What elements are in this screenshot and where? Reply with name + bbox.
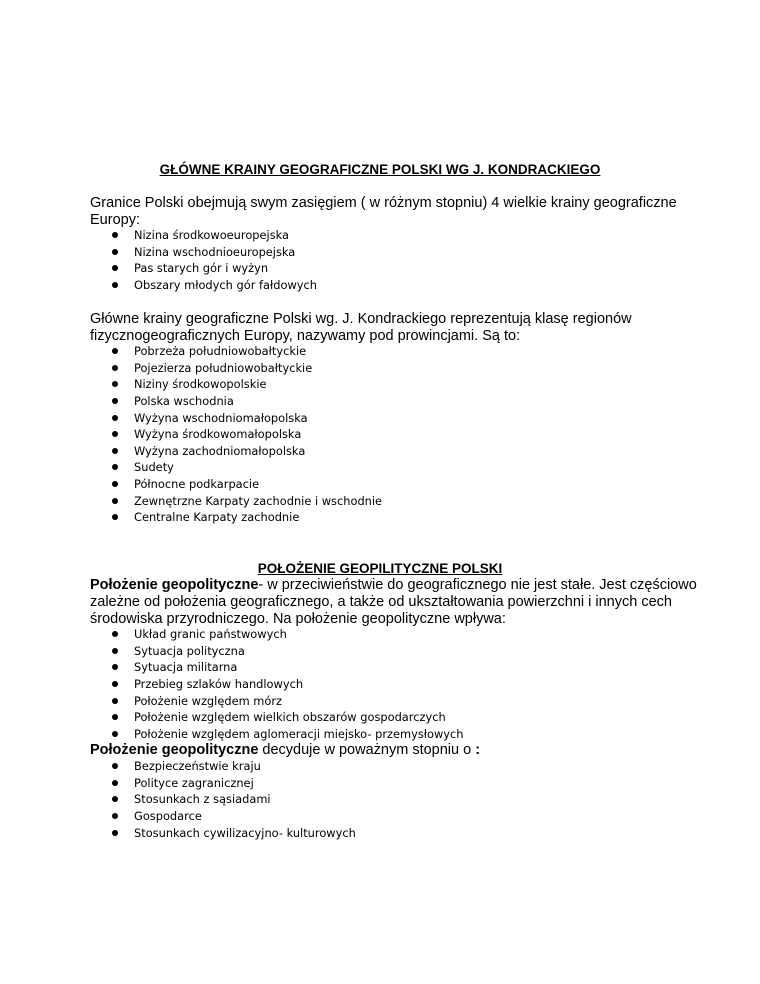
bullet-icon — [112, 631, 118, 637]
list-item-label: Polityce zagranicznej — [134, 775, 254, 790]
bullet-icon — [112, 648, 118, 654]
list-item — [112, 244, 317, 261]
list-item — [112, 277, 317, 294]
list-item — [112, 343, 382, 360]
list-item-label: Stosunkach cywilizacyjno- kulturowych — [134, 825, 356, 840]
intro-paragraph — [90, 195, 680, 229]
list-item — [112, 459, 382, 476]
list-item — [112, 758, 356, 775]
list-item — [112, 676, 464, 693]
list-item-label: Zewnętrzne Karpaty zachodnie i wschodnie — [134, 493, 383, 508]
list-item — [112, 643, 464, 660]
decides-colon: : — [475, 742, 481, 758]
list-item — [112, 775, 356, 792]
list-item — [112, 808, 356, 825]
list-item-label: Obszary młodych gór fałdowych — [134, 278, 317, 293]
decides-paragraph — [90, 742, 680, 759]
bullet-icon — [112, 714, 118, 720]
bullet-icon — [112, 431, 118, 437]
list-item — [112, 824, 356, 841]
list-item-label: Sudety — [134, 460, 174, 475]
bullet-icon — [112, 464, 118, 470]
list-item — [112, 260, 317, 277]
list-item-label: Nizina wschodnioeuropejska — [134, 244, 296, 259]
bullet-icon — [112, 365, 118, 371]
decides-line — [90, 742, 680, 759]
bullet-icon — [112, 348, 118, 354]
bullet-icon — [112, 698, 118, 704]
bullet-icon — [112, 448, 118, 454]
intro-line: Granice Polski obejmują swym zasięgiem ( w różnym stopniu) 4 wielkie krainy geograficzne — [90, 195, 677, 211]
regions-list — [112, 227, 317, 293]
definition-line: zależne od położenia geograficznego, a także od ukształtowania powierzchni i innych cech — [90, 594, 672, 610]
list-item-label: Centralne Karpaty zachodnie — [134, 510, 300, 525]
list-item — [112, 426, 382, 443]
bullet-icon — [112, 381, 118, 387]
outcomes-list — [112, 758, 356, 841]
decides-term: Położenie geopolityczne — [90, 742, 259, 758]
list-item — [112, 692, 464, 709]
list-item — [112, 626, 464, 643]
list-item-label: Położenie względem wielkich obszarów gospodarczych — [134, 710, 446, 725]
bullet-icon — [112, 780, 118, 786]
provinces-list — [112, 343, 382, 526]
list-item-label: Pas starych gór i wyżyn — [134, 261, 269, 276]
provinces-intro-line: Główne krainy geograficzne Polski wg. J. Kondrackiego reprezentują klasę regionów — [90, 311, 632, 327]
bullet-icon — [112, 265, 118, 271]
list-item-label: Niziny środkowopolskie — [134, 377, 267, 392]
factors-list — [112, 626, 464, 742]
definition-text: - w przeciwieństwie do geograficznego nie jest stałe. Jest częściowo — [258, 577, 697, 593]
list-item — [112, 726, 464, 743]
list-item-label: Stosunkach z sąsiadami — [134, 792, 271, 807]
definition-term: Położenie geopolityczne — [90, 577, 259, 593]
bullet-icon — [112, 763, 118, 769]
geopolitics-definition-paragraph — [90, 577, 697, 628]
bullet-icon — [112, 514, 118, 520]
list-item — [112, 393, 382, 410]
list-item — [112, 492, 382, 509]
list-item-label: Położenie względem mórz — [134, 693, 283, 708]
list-item-label: Gospodarce — [134, 809, 202, 824]
decides-text: decyduje w poważnym stopniu o — [258, 742, 476, 758]
list-item-label: Bezpieczeństwie kraju — [134, 759, 261, 774]
bullet-icon — [112, 731, 118, 737]
list-item — [112, 443, 382, 460]
list-item-label: Układ granic państwowych — [134, 627, 287, 642]
intro-line: Europy: — [90, 212, 140, 228]
bullet-icon — [112, 813, 118, 819]
list-item-label: Przebieg szlaków handlowych — [134, 677, 304, 692]
list-item — [112, 227, 317, 244]
list-item — [112, 376, 382, 393]
list-item — [112, 791, 356, 808]
list-item — [112, 476, 382, 493]
bullet-icon — [112, 481, 118, 487]
bullet-icon — [112, 282, 118, 288]
list-item-label: Sytuacja militarna — [134, 660, 238, 675]
bullet-icon — [112, 796, 118, 802]
list-item-label: Wyżyna środkowomałopolska — [134, 427, 302, 442]
bullet-icon — [112, 398, 118, 404]
definition-line — [90, 577, 697, 594]
list-item — [112, 360, 382, 377]
definition-line: środowiska przyrodniczego. Na położenie geopolityczne wpływa: — [90, 611, 506, 627]
list-item — [112, 509, 382, 526]
provinces-intro-line: fizycznogeograficznych Europy, nazywamy pod prowincjami. Są to: — [90, 328, 521, 344]
bullet-icon — [112, 232, 118, 238]
bullet-icon — [112, 830, 118, 836]
list-item-label: Północne podkarpacie — [134, 477, 260, 492]
list-item-label: Nizina środkowoeuropejska — [134, 228, 290, 243]
list-item-label: Wyżyna wschodniomałopolska — [134, 410, 308, 425]
bullet-icon — [112, 498, 118, 504]
list-item-label: Wyżyna zachodniomałopolska — [134, 443, 306, 458]
provinces-intro-paragraph — [90, 311, 680, 345]
section-title-main-regions: GŁÓWNE KRAINY GEOGRAFICZNE POLSKI WG J. KONDRACKIEGO — [159, 162, 601, 177]
section-title-geopolitics: POŁOŻENIE GEOPILITYCZNE POLSKI — [257, 561, 503, 576]
list-item — [112, 409, 382, 426]
list-item-label: Pobrzeża południowobałtyckie — [134, 344, 307, 359]
list-item — [112, 659, 464, 676]
bullet-icon — [112, 249, 118, 255]
list-item-label: Sytuacja polityczna — [134, 643, 245, 658]
list-item-label: Położenie względem aglomeracji miejsko- przemysłowych — [134, 726, 464, 741]
list-item — [112, 709, 464, 726]
bullet-icon — [112, 681, 118, 687]
bullet-icon — [112, 664, 118, 670]
list-item-label: Polska wschodnia — [134, 394, 234, 409]
bullet-icon — [112, 415, 118, 421]
list-item-label: Pojezierza południowobałtyckie — [134, 360, 313, 375]
